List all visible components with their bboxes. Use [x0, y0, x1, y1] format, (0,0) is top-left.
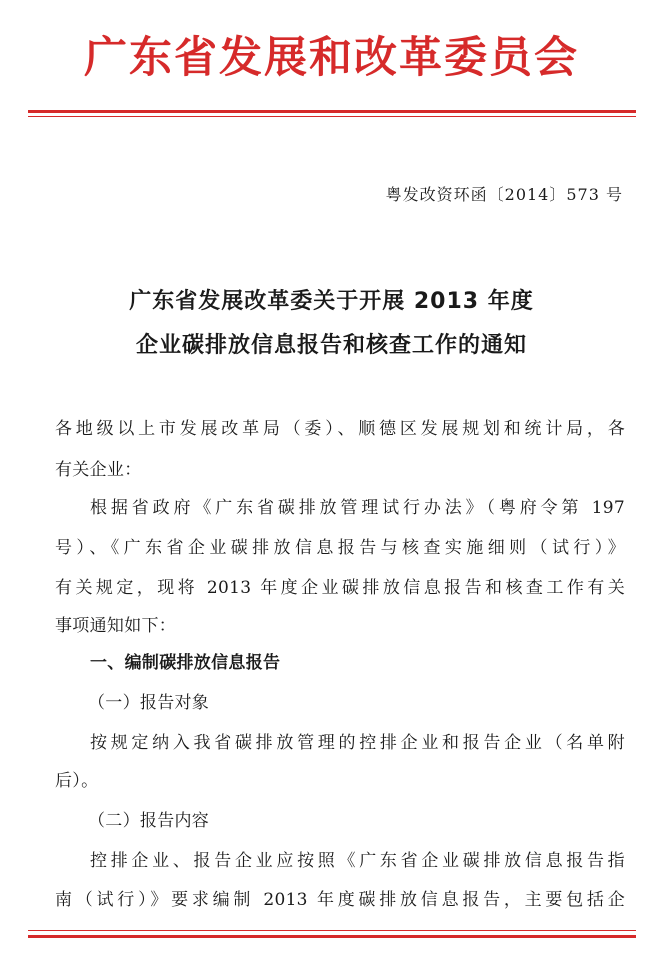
- addressee-line1: 各地级以上市发展改革局（委）、顺德区发展规划和统计局，各: [55, 419, 625, 439]
- addressee-line2: 有关企业：: [55, 460, 142, 480]
- sub1-heading: （一）报告对象: [88, 693, 210, 713]
- sub2-heading: （二）报告内容: [88, 811, 210, 831]
- footer-rule-thin: [28, 930, 636, 931]
- sub1-line2: 后）。: [55, 771, 99, 791]
- document-title-line1: 广东省发展改革委关于开展 2013 年度: [129, 289, 534, 314]
- intro-line4: 事项通知如下：: [55, 616, 177, 636]
- section1-heading: 一、编制碳排放信息报告: [90, 653, 281, 673]
- letterhead-rule-top-thin: [28, 116, 636, 117]
- sub2-line1: 控排企业、报告企业应按照《广东省企业碳排放信息报告指: [90, 851, 625, 871]
- letterhead-title: 广东省发展和改革委员会: [84, 33, 579, 83]
- intro-line2: 号）、《广东省企业碳排放信息报告与核查实施细则（试行）》: [55, 538, 625, 558]
- document-title-line2: 企业碳排放信息报告和核查工作的通知: [135, 333, 527, 358]
- letterhead-rule-top: [28, 110, 636, 113]
- intro-line1: 根据省政府《广东省碳排放管理试行办法》（粤府令第 197: [90, 498, 625, 518]
- footer-rule-thick: [28, 935, 636, 938]
- sub1-line1: 按规定纳入我省碳排放管理的控排企业和报告企业（名单附: [90, 733, 625, 753]
- sub2-line2: 南（试行）》要求编制 2013 年度碳排放信息报告，主要包括企: [55, 890, 625, 910]
- intro-line3: 有关规定，现将 2013 年度企业碳排放信息报告和核查工作有关: [55, 578, 625, 598]
- document-number: 粤发改资环函〔2014〕573 号: [385, 185, 623, 204]
